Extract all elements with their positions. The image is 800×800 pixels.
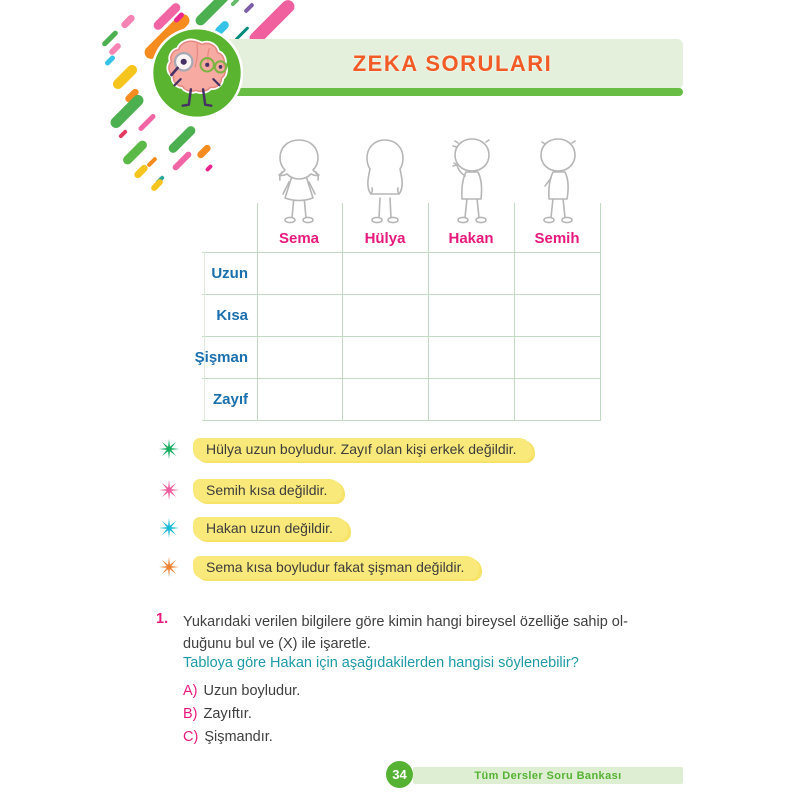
stripe xyxy=(196,143,212,159)
grid-line xyxy=(202,420,601,421)
stripe xyxy=(108,42,122,56)
row-label: Şişman xyxy=(194,349,248,366)
column-name: Semih xyxy=(534,230,580,247)
table-cell[interactable] xyxy=(342,336,428,378)
sub-question: Tabloya göre Hakan için aşağıdakilerden hangisi söylenebilir? xyxy=(183,655,579,671)
option-a[interactable] xyxy=(183,681,300,701)
option-c[interactable] xyxy=(183,727,273,747)
column-name: Hülya xyxy=(364,230,406,247)
table-cell[interactable] xyxy=(342,294,428,336)
clue-text: Hülya uzun boyludur. Zayıf olan kişi erkek değildir. xyxy=(193,438,532,461)
star-icon xyxy=(158,479,180,501)
table-cell[interactable] xyxy=(342,378,428,420)
clue-item xyxy=(158,515,348,541)
stripe xyxy=(121,139,149,167)
clue-item xyxy=(158,436,532,462)
header-banner xyxy=(222,39,683,89)
stripe xyxy=(167,124,197,154)
stripe xyxy=(120,13,136,29)
stripe xyxy=(118,129,128,139)
question-text xyxy=(183,611,628,655)
row-label: Kısa xyxy=(216,307,248,324)
table-cell[interactable] xyxy=(514,378,600,420)
star-icon xyxy=(158,556,180,578)
row-label: Zayıf xyxy=(212,391,248,408)
clue-item xyxy=(158,554,479,580)
option-text: Şişmandır. xyxy=(204,729,273,745)
boy-standing-outline-icon xyxy=(525,136,589,230)
page-title: ZEKA SORULARI xyxy=(352,51,553,76)
stripe xyxy=(243,2,254,13)
header-underline xyxy=(222,88,683,96)
answer-cells xyxy=(257,252,600,420)
table-cell[interactable] xyxy=(257,252,342,294)
clue-item xyxy=(158,477,342,503)
column-name: Hakan xyxy=(448,230,494,247)
book-title: Tüm Dersler Soru Bankası xyxy=(474,769,622,782)
question-number: 1. xyxy=(156,611,169,627)
option-letter: B) xyxy=(183,706,198,722)
clue-text: Semih kısa değildir. xyxy=(193,479,342,502)
page-number-badge: 34 xyxy=(386,761,413,788)
star-icon xyxy=(158,517,180,539)
stripe xyxy=(104,54,116,66)
brain-mascot-icon xyxy=(150,26,244,120)
stripe xyxy=(146,156,157,167)
stripe xyxy=(150,178,164,192)
stripe xyxy=(205,164,213,172)
question-text-line2: duğunu bul ve (X) ile işaretle. xyxy=(183,636,371,652)
table-cell[interactable] xyxy=(428,378,514,420)
table-cell[interactable] xyxy=(257,336,342,378)
option-text: Zayıftır. xyxy=(203,706,252,722)
table-cell[interactable] xyxy=(514,336,600,378)
grid-line xyxy=(600,203,601,421)
footer-bar xyxy=(413,767,683,784)
clue-text: Sema kısa boyludur fakat şişman değildir. xyxy=(193,556,479,579)
option-text: Uzun boyludur. xyxy=(203,683,301,699)
row-label: Uzun xyxy=(211,265,248,282)
option-letter: A) xyxy=(183,683,198,699)
option-letter: C) xyxy=(183,729,199,745)
table-cell[interactable] xyxy=(257,294,342,336)
table-cell[interactable] xyxy=(257,378,342,420)
option-b[interactable] xyxy=(183,704,252,724)
table-cell[interactable] xyxy=(514,294,600,336)
stripe xyxy=(230,0,240,7)
table-cell[interactable] xyxy=(428,336,514,378)
stripe xyxy=(111,63,139,91)
table-cell[interactable] xyxy=(428,294,514,336)
column-name: Sema xyxy=(278,230,320,247)
table-cell[interactable] xyxy=(342,252,428,294)
clue-text: Hakan uzun değildir. xyxy=(193,517,348,540)
stripe xyxy=(171,150,192,171)
table-cell[interactable] xyxy=(514,252,600,294)
table-cell[interactable] xyxy=(428,252,514,294)
question-text-line1: Yukarıdaki verilen bilgilere göre kimin hangi bireysel özelliğe sahip ol- xyxy=(183,614,628,630)
star-icon xyxy=(158,438,180,460)
